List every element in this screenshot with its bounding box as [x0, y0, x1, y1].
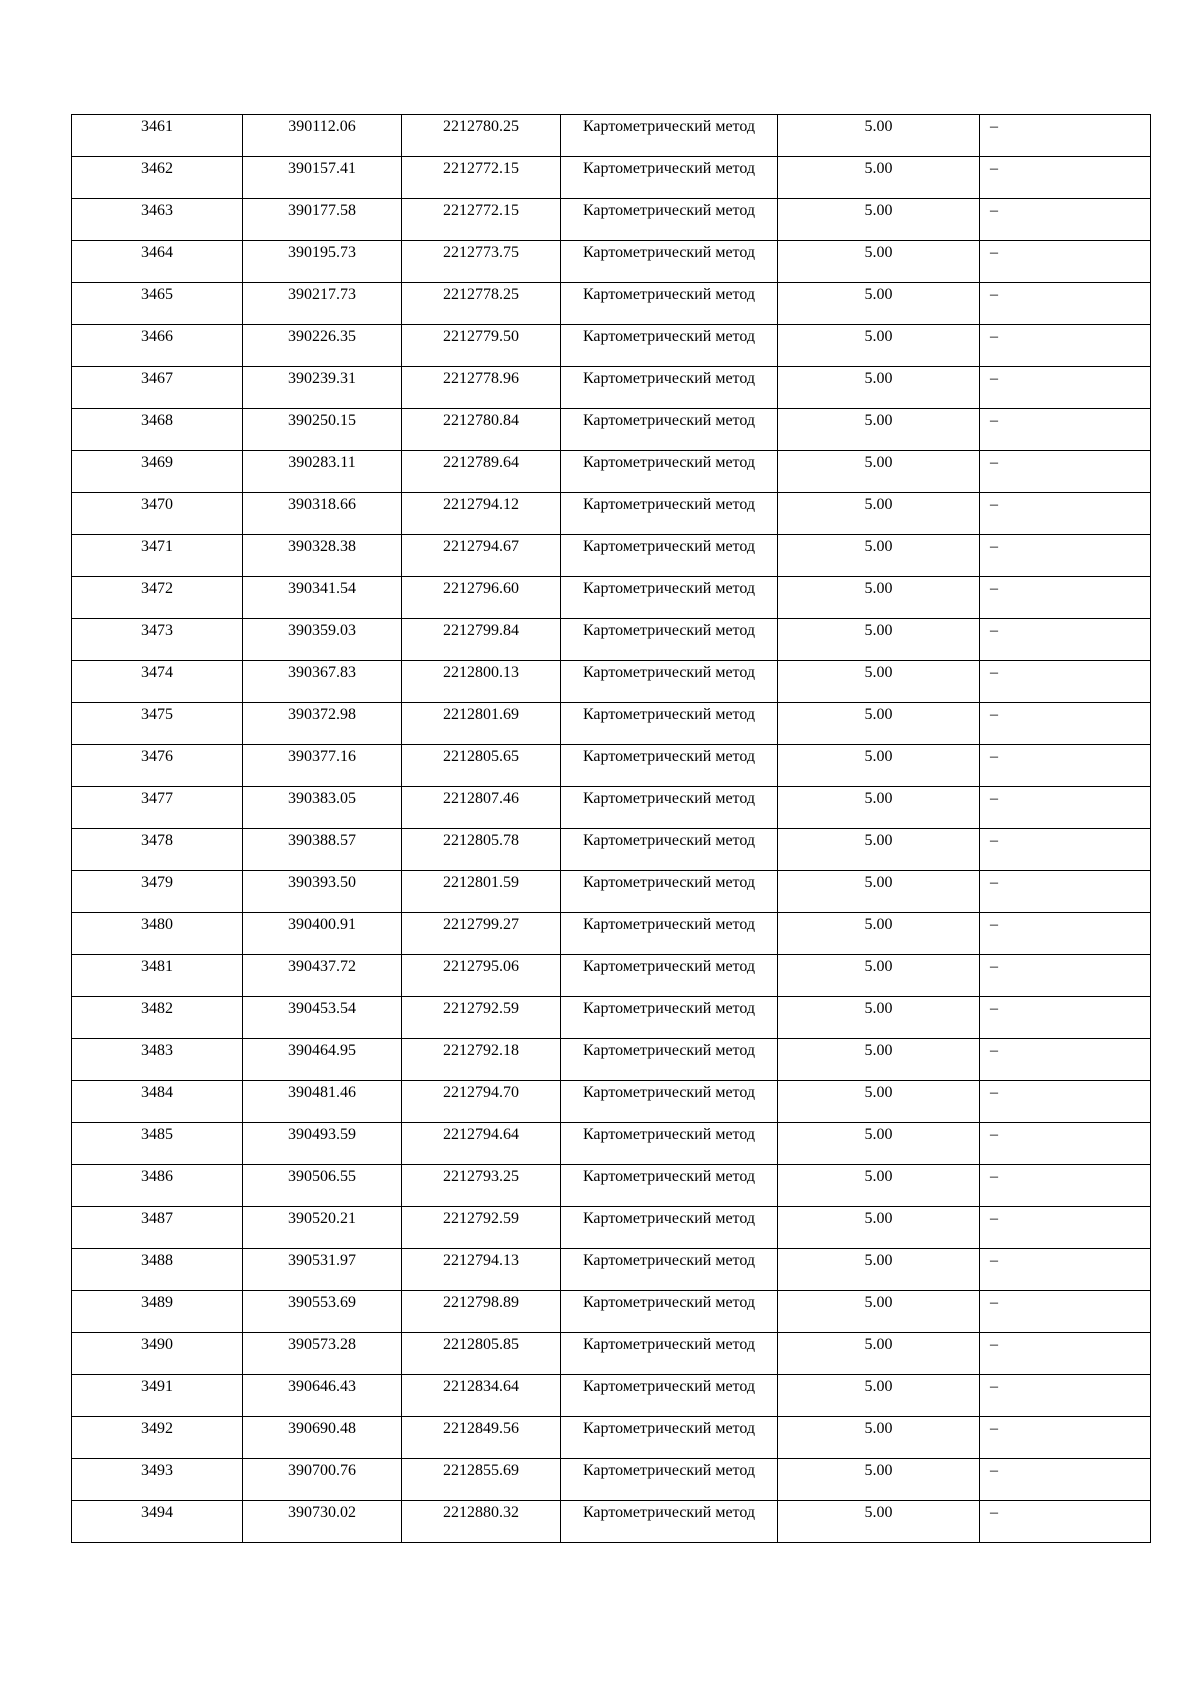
- x-coordinate-cell: 390506.55: [243, 1165, 402, 1207]
- precision-cell: 5.00: [778, 1417, 980, 1459]
- note-cell: –: [980, 913, 1151, 955]
- table-row: [72, 283, 1151, 325]
- precision-cell: 5.00: [778, 997, 980, 1039]
- precision-cell: 5.00: [778, 703, 980, 745]
- y-coordinate-cell: 2212795.06: [402, 955, 561, 997]
- method-cell: Картометрический метод: [561, 535, 778, 577]
- y-coordinate-cell: 2212794.12: [402, 493, 561, 535]
- method-cell: Картометрический метод: [561, 451, 778, 493]
- point-number-cell: 3471: [72, 535, 243, 577]
- point-number-cell: 3466: [72, 325, 243, 367]
- precision-cell: 5.00: [778, 493, 980, 535]
- table-row: [72, 115, 1151, 157]
- x-coordinate-cell: 390372.98: [243, 703, 402, 745]
- precision-cell: 5.00: [778, 1081, 980, 1123]
- precision-cell: 5.00: [778, 871, 980, 913]
- note-cell: –: [980, 493, 1151, 535]
- y-coordinate-cell: 2212796.60: [402, 577, 561, 619]
- precision-cell: 5.00: [778, 619, 980, 661]
- note-cell: –: [980, 451, 1151, 493]
- precision-cell: 5.00: [778, 115, 980, 157]
- x-coordinate-cell: 390730.02: [243, 1501, 402, 1543]
- note-cell: –: [980, 871, 1151, 913]
- method-cell: Картометрический метод: [561, 1123, 778, 1165]
- table-row: [72, 1459, 1151, 1501]
- point-number-cell: 3480: [72, 913, 243, 955]
- precision-cell: 5.00: [778, 577, 980, 619]
- x-coordinate-cell: 390520.21: [243, 1207, 402, 1249]
- point-number-cell: 3492: [72, 1417, 243, 1459]
- point-number-cell: 3490: [72, 1333, 243, 1375]
- y-coordinate-cell: 2212794.64: [402, 1123, 561, 1165]
- method-cell: Картометрический метод: [561, 913, 778, 955]
- method-cell: Картометрический метод: [561, 199, 778, 241]
- precision-cell: 5.00: [778, 1375, 980, 1417]
- point-number-cell: 3491: [72, 1375, 243, 1417]
- method-cell: Картометрический метод: [561, 1501, 778, 1543]
- table-row: [72, 871, 1151, 913]
- y-coordinate-cell: 2212793.25: [402, 1165, 561, 1207]
- note-cell: –: [980, 199, 1151, 241]
- point-number-cell: 3483: [72, 1039, 243, 1081]
- x-coordinate-cell: 390383.05: [243, 787, 402, 829]
- y-coordinate-cell: 2212794.70: [402, 1081, 561, 1123]
- note-cell: –: [980, 535, 1151, 577]
- table-row: [72, 199, 1151, 241]
- y-coordinate-cell: 2212780.25: [402, 115, 561, 157]
- table-row: [72, 1333, 1151, 1375]
- x-coordinate-cell: 390318.66: [243, 493, 402, 535]
- table-row: [72, 829, 1151, 871]
- x-coordinate-cell: 390195.73: [243, 241, 402, 283]
- point-number-cell: 3476: [72, 745, 243, 787]
- x-coordinate-cell: 390531.97: [243, 1249, 402, 1291]
- table-row: [72, 367, 1151, 409]
- note-cell: –: [980, 1165, 1151, 1207]
- note-cell: –: [980, 409, 1151, 451]
- table-row: [72, 535, 1151, 577]
- y-coordinate-cell: 2212792.18: [402, 1039, 561, 1081]
- y-coordinate-cell: 2212801.69: [402, 703, 561, 745]
- point-number-cell: 3489: [72, 1291, 243, 1333]
- table-row: [72, 1123, 1151, 1165]
- y-coordinate-cell: 2212855.69: [402, 1459, 561, 1501]
- precision-cell: 5.00: [778, 409, 980, 451]
- x-coordinate-cell: 390177.58: [243, 199, 402, 241]
- method-cell: Картометрический метод: [561, 1207, 778, 1249]
- note-cell: –: [980, 703, 1151, 745]
- y-coordinate-cell: 2212798.89: [402, 1291, 561, 1333]
- table-row: [72, 451, 1151, 493]
- table-row: [72, 913, 1151, 955]
- table-row: [72, 745, 1151, 787]
- point-number-cell: 3470: [72, 493, 243, 535]
- note-cell: –: [980, 241, 1151, 283]
- x-coordinate-cell: 390217.73: [243, 283, 402, 325]
- table-row: [72, 1165, 1151, 1207]
- precision-cell: 5.00: [778, 199, 980, 241]
- point-number-cell: 3462: [72, 157, 243, 199]
- y-coordinate-cell: 2212780.84: [402, 409, 561, 451]
- note-cell: –: [980, 283, 1151, 325]
- y-coordinate-cell: 2212834.64: [402, 1375, 561, 1417]
- method-cell: Картометрический метод: [561, 577, 778, 619]
- table-row: [72, 1039, 1151, 1081]
- y-coordinate-cell: 2212799.84: [402, 619, 561, 661]
- precision-cell: 5.00: [778, 661, 980, 703]
- point-number-cell: 3465: [72, 283, 243, 325]
- precision-cell: 5.00: [778, 241, 980, 283]
- precision-cell: 5.00: [778, 787, 980, 829]
- method-cell: Картометрический метод: [561, 1039, 778, 1081]
- note-cell: –: [980, 787, 1151, 829]
- note-cell: –: [980, 745, 1151, 787]
- table-row: [72, 997, 1151, 1039]
- note-cell: –: [980, 1501, 1151, 1543]
- method-cell: Картометрический метод: [561, 829, 778, 871]
- point-number-cell: 3478: [72, 829, 243, 871]
- note-cell: –: [980, 325, 1151, 367]
- x-coordinate-cell: 390359.03: [243, 619, 402, 661]
- precision-cell: 5.00: [778, 451, 980, 493]
- note-cell: –: [980, 1081, 1151, 1123]
- table-row: [72, 157, 1151, 199]
- table-row: [72, 577, 1151, 619]
- note-cell: –: [980, 1417, 1151, 1459]
- point-number-cell: 3479: [72, 871, 243, 913]
- point-number-cell: 3484: [72, 1081, 243, 1123]
- method-cell: Картометрический метод: [561, 283, 778, 325]
- table-row: [72, 1291, 1151, 1333]
- y-coordinate-cell: 2212789.64: [402, 451, 561, 493]
- point-number-cell: 3474: [72, 661, 243, 703]
- note-cell: –: [980, 997, 1151, 1039]
- x-coordinate-cell: 390553.69: [243, 1291, 402, 1333]
- note-cell: –: [980, 1123, 1151, 1165]
- precision-cell: 5.00: [778, 1333, 980, 1375]
- x-coordinate-cell: 390453.54: [243, 997, 402, 1039]
- method-cell: Картометрический метод: [561, 325, 778, 367]
- method-cell: Картометрический метод: [561, 115, 778, 157]
- method-cell: Картометрический метод: [561, 367, 778, 409]
- x-coordinate-cell: 390239.31: [243, 367, 402, 409]
- y-coordinate-cell: 2212800.13: [402, 661, 561, 703]
- note-cell: –: [980, 1291, 1151, 1333]
- y-coordinate-cell: 2212805.85: [402, 1333, 561, 1375]
- x-coordinate-cell: 390250.15: [243, 409, 402, 451]
- point-number-cell: 3467: [72, 367, 243, 409]
- y-coordinate-cell: 2212778.25: [402, 283, 561, 325]
- y-coordinate-cell: 2212807.46: [402, 787, 561, 829]
- method-cell: Картометрический метод: [561, 787, 778, 829]
- method-cell: Картометрический метод: [561, 409, 778, 451]
- table-row: [72, 1207, 1151, 1249]
- method-cell: Картометрический метод: [561, 157, 778, 199]
- y-coordinate-cell: 2212779.50: [402, 325, 561, 367]
- method-cell: Картометрический метод: [561, 1417, 778, 1459]
- point-number-cell: 3472: [72, 577, 243, 619]
- y-coordinate-cell: 2212880.32: [402, 1501, 561, 1543]
- point-number-cell: 3473: [72, 619, 243, 661]
- method-cell: Картометрический метод: [561, 745, 778, 787]
- point-number-cell: 3486: [72, 1165, 243, 1207]
- x-coordinate-cell: 390341.54: [243, 577, 402, 619]
- note-cell: –: [980, 1375, 1151, 1417]
- table-row: [72, 1417, 1151, 1459]
- point-number-cell: 3477: [72, 787, 243, 829]
- x-coordinate-cell: 390690.48: [243, 1417, 402, 1459]
- precision-cell: 5.00: [778, 829, 980, 871]
- method-cell: Картометрический метод: [561, 1375, 778, 1417]
- note-cell: –: [980, 1333, 1151, 1375]
- method-cell: Картометрический метод: [561, 493, 778, 535]
- note-cell: –: [980, 661, 1151, 703]
- note-cell: –: [980, 1459, 1151, 1501]
- table-row: [72, 325, 1151, 367]
- table-row: [72, 703, 1151, 745]
- point-number-cell: 3468: [72, 409, 243, 451]
- method-cell: Картометрический метод: [561, 241, 778, 283]
- y-coordinate-cell: 2212794.67: [402, 535, 561, 577]
- x-coordinate-cell: 390493.59: [243, 1123, 402, 1165]
- precision-cell: 5.00: [778, 1207, 980, 1249]
- y-coordinate-cell: 2212792.59: [402, 997, 561, 1039]
- point-number-cell: 3469: [72, 451, 243, 493]
- y-coordinate-cell: 2212772.15: [402, 199, 561, 241]
- point-number-cell: 3485: [72, 1123, 243, 1165]
- point-number-cell: 3494: [72, 1501, 243, 1543]
- precision-cell: 5.00: [778, 367, 980, 409]
- y-coordinate-cell: 2212772.15: [402, 157, 561, 199]
- precision-cell: 5.00: [778, 1459, 980, 1501]
- method-cell: Картометрический метод: [561, 1459, 778, 1501]
- precision-cell: 5.00: [778, 955, 980, 997]
- precision-cell: 5.00: [778, 1501, 980, 1543]
- x-coordinate-cell: 390157.41: [243, 157, 402, 199]
- y-coordinate-cell: 2212805.65: [402, 745, 561, 787]
- precision-cell: 5.00: [778, 1165, 980, 1207]
- point-number-cell: 3475: [72, 703, 243, 745]
- x-coordinate-cell: 390437.72: [243, 955, 402, 997]
- table-row: [72, 1081, 1151, 1123]
- note-cell: –: [980, 367, 1151, 409]
- y-coordinate-cell: 2212778.96: [402, 367, 561, 409]
- y-coordinate-cell: 2212794.13: [402, 1249, 561, 1291]
- precision-cell: 5.00: [778, 1123, 980, 1165]
- y-coordinate-cell: 2212799.27: [402, 913, 561, 955]
- method-cell: Картометрический метод: [561, 1291, 778, 1333]
- note-cell: –: [980, 115, 1151, 157]
- point-number-cell: 3487: [72, 1207, 243, 1249]
- x-coordinate-cell: 390377.16: [243, 745, 402, 787]
- x-coordinate-cell: 390646.43: [243, 1375, 402, 1417]
- table-row: [72, 619, 1151, 661]
- method-cell: Картометрический метод: [561, 997, 778, 1039]
- table-row: [72, 241, 1151, 283]
- point-number-cell: 3481: [72, 955, 243, 997]
- x-coordinate-cell: 390388.57: [243, 829, 402, 871]
- note-cell: –: [980, 1039, 1151, 1081]
- table-row: [72, 1249, 1151, 1291]
- point-number-cell: 3461: [72, 115, 243, 157]
- coordinates-table: [71, 114, 1151, 1543]
- x-coordinate-cell: 390112.06: [243, 115, 402, 157]
- precision-cell: 5.00: [778, 325, 980, 367]
- note-cell: –: [980, 577, 1151, 619]
- x-coordinate-cell: 390393.50: [243, 871, 402, 913]
- x-coordinate-cell: 390367.83: [243, 661, 402, 703]
- point-number-cell: 3482: [72, 997, 243, 1039]
- method-cell: Картометрический метод: [561, 619, 778, 661]
- x-coordinate-cell: 390226.35: [243, 325, 402, 367]
- precision-cell: 5.00: [778, 283, 980, 325]
- method-cell: Картометрический метод: [561, 1333, 778, 1375]
- method-cell: Картометрический метод: [561, 661, 778, 703]
- table-row: [72, 409, 1151, 451]
- y-coordinate-cell: 2212805.78: [402, 829, 561, 871]
- x-coordinate-cell: 390400.91: [243, 913, 402, 955]
- x-coordinate-cell: 390700.76: [243, 1459, 402, 1501]
- point-number-cell: 3493: [72, 1459, 243, 1501]
- note-cell: –: [980, 619, 1151, 661]
- note-cell: –: [980, 1207, 1151, 1249]
- x-coordinate-cell: 390481.46: [243, 1081, 402, 1123]
- x-coordinate-cell: 390573.28: [243, 1333, 402, 1375]
- note-cell: –: [980, 829, 1151, 871]
- method-cell: Картометрический метод: [561, 1081, 778, 1123]
- x-coordinate-cell: 390283.11: [243, 451, 402, 493]
- precision-cell: 5.00: [778, 157, 980, 199]
- precision-cell: 5.00: [778, 1039, 980, 1081]
- method-cell: Картометрический метод: [561, 1249, 778, 1291]
- note-cell: –: [980, 955, 1151, 997]
- method-cell: Картометрический метод: [561, 703, 778, 745]
- table-row: [72, 955, 1151, 997]
- y-coordinate-cell: 2212801.59: [402, 871, 561, 913]
- x-coordinate-cell: 390328.38: [243, 535, 402, 577]
- table-row: [72, 493, 1151, 535]
- precision-cell: 5.00: [778, 913, 980, 955]
- method-cell: Картометрический метод: [561, 871, 778, 913]
- y-coordinate-cell: 2212792.59: [402, 1207, 561, 1249]
- x-coordinate-cell: 390464.95: [243, 1039, 402, 1081]
- precision-cell: 5.00: [778, 745, 980, 787]
- point-number-cell: 3464: [72, 241, 243, 283]
- y-coordinate-cell: 2212849.56: [402, 1417, 561, 1459]
- precision-cell: 5.00: [778, 535, 980, 577]
- method-cell: Картометрический метод: [561, 955, 778, 997]
- precision-cell: 5.00: [778, 1249, 980, 1291]
- coordinates-table-body: [72, 115, 1151, 1543]
- table-row: [72, 1501, 1151, 1543]
- y-coordinate-cell: 2212773.75: [402, 241, 561, 283]
- point-number-cell: 3488: [72, 1249, 243, 1291]
- method-cell: Картометрический метод: [561, 1165, 778, 1207]
- table-row: [72, 661, 1151, 703]
- point-number-cell: 3463: [72, 199, 243, 241]
- note-cell: –: [980, 1249, 1151, 1291]
- table-row: [72, 1375, 1151, 1417]
- note-cell: –: [980, 157, 1151, 199]
- table-row: [72, 787, 1151, 829]
- precision-cell: 5.00: [778, 1291, 980, 1333]
